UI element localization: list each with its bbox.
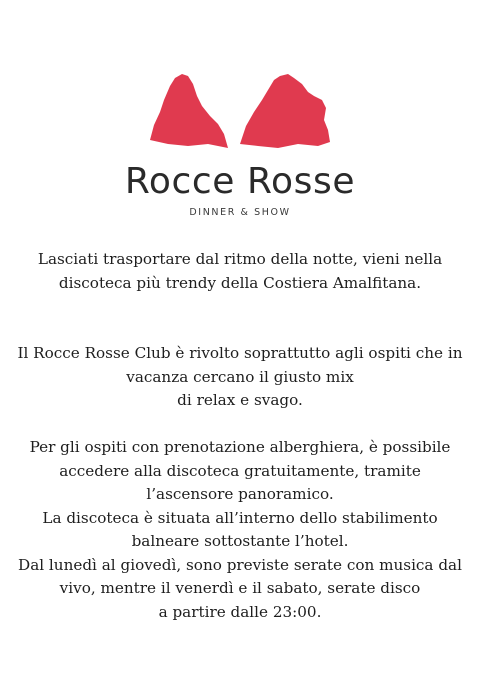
paragraph-line: l’ascensore panoramico. — [146, 485, 334, 503]
right-rock — [240, 74, 330, 148]
paragraph-line: vivo, mentre il venerdì e il sabato, serate disco — [59, 579, 421, 597]
paragraph-line: Lasciati trasportare dal ritmo della notte, vieni nella — [37, 250, 443, 268]
paragraph-line: balneare sottostante l’hotel. — [131, 532, 349, 550]
access-info-paragraph — [0, 436, 480, 624]
paragraph-line: La discoteca è situata all’interno dello stabilimento — [42, 508, 438, 527]
intro-paragraph — [0, 248, 480, 295]
club-description-paragraph — [0, 342, 480, 413]
paragraph-line: a partire dalle 23:00. — [158, 602, 322, 621]
paragraph-line: vacanza cercano il giusto mix — [126, 367, 354, 386]
logo — [0, 70, 480, 150]
paragraph-line: Per gli ospiti con prenotazione alberghiera, è possibile — [29, 438, 451, 456]
two-red-rocks-icon — [148, 70, 332, 150]
paragraph-line: Il Rocce Rosse Club è rivolto soprattutto agli ospiti che in — [17, 344, 463, 362]
paragraph-line: di relax e svago. — [177, 391, 303, 409]
paragraph-line: discoteca più trendy della Costiera Amalfitana. — [58, 273, 422, 292]
brand-tagline: DINNER & SHOW — [189, 207, 291, 218]
paragraph-line: Dal lunedì al giovedì, sono previste serate con musica dal — [18, 555, 462, 574]
brand-name: Rocce Rosse — [124, 161, 356, 202]
paragraph-line: accedere alla discoteca gratuitamente, tramite — [59, 461, 421, 480]
left-rock — [150, 74, 228, 148]
